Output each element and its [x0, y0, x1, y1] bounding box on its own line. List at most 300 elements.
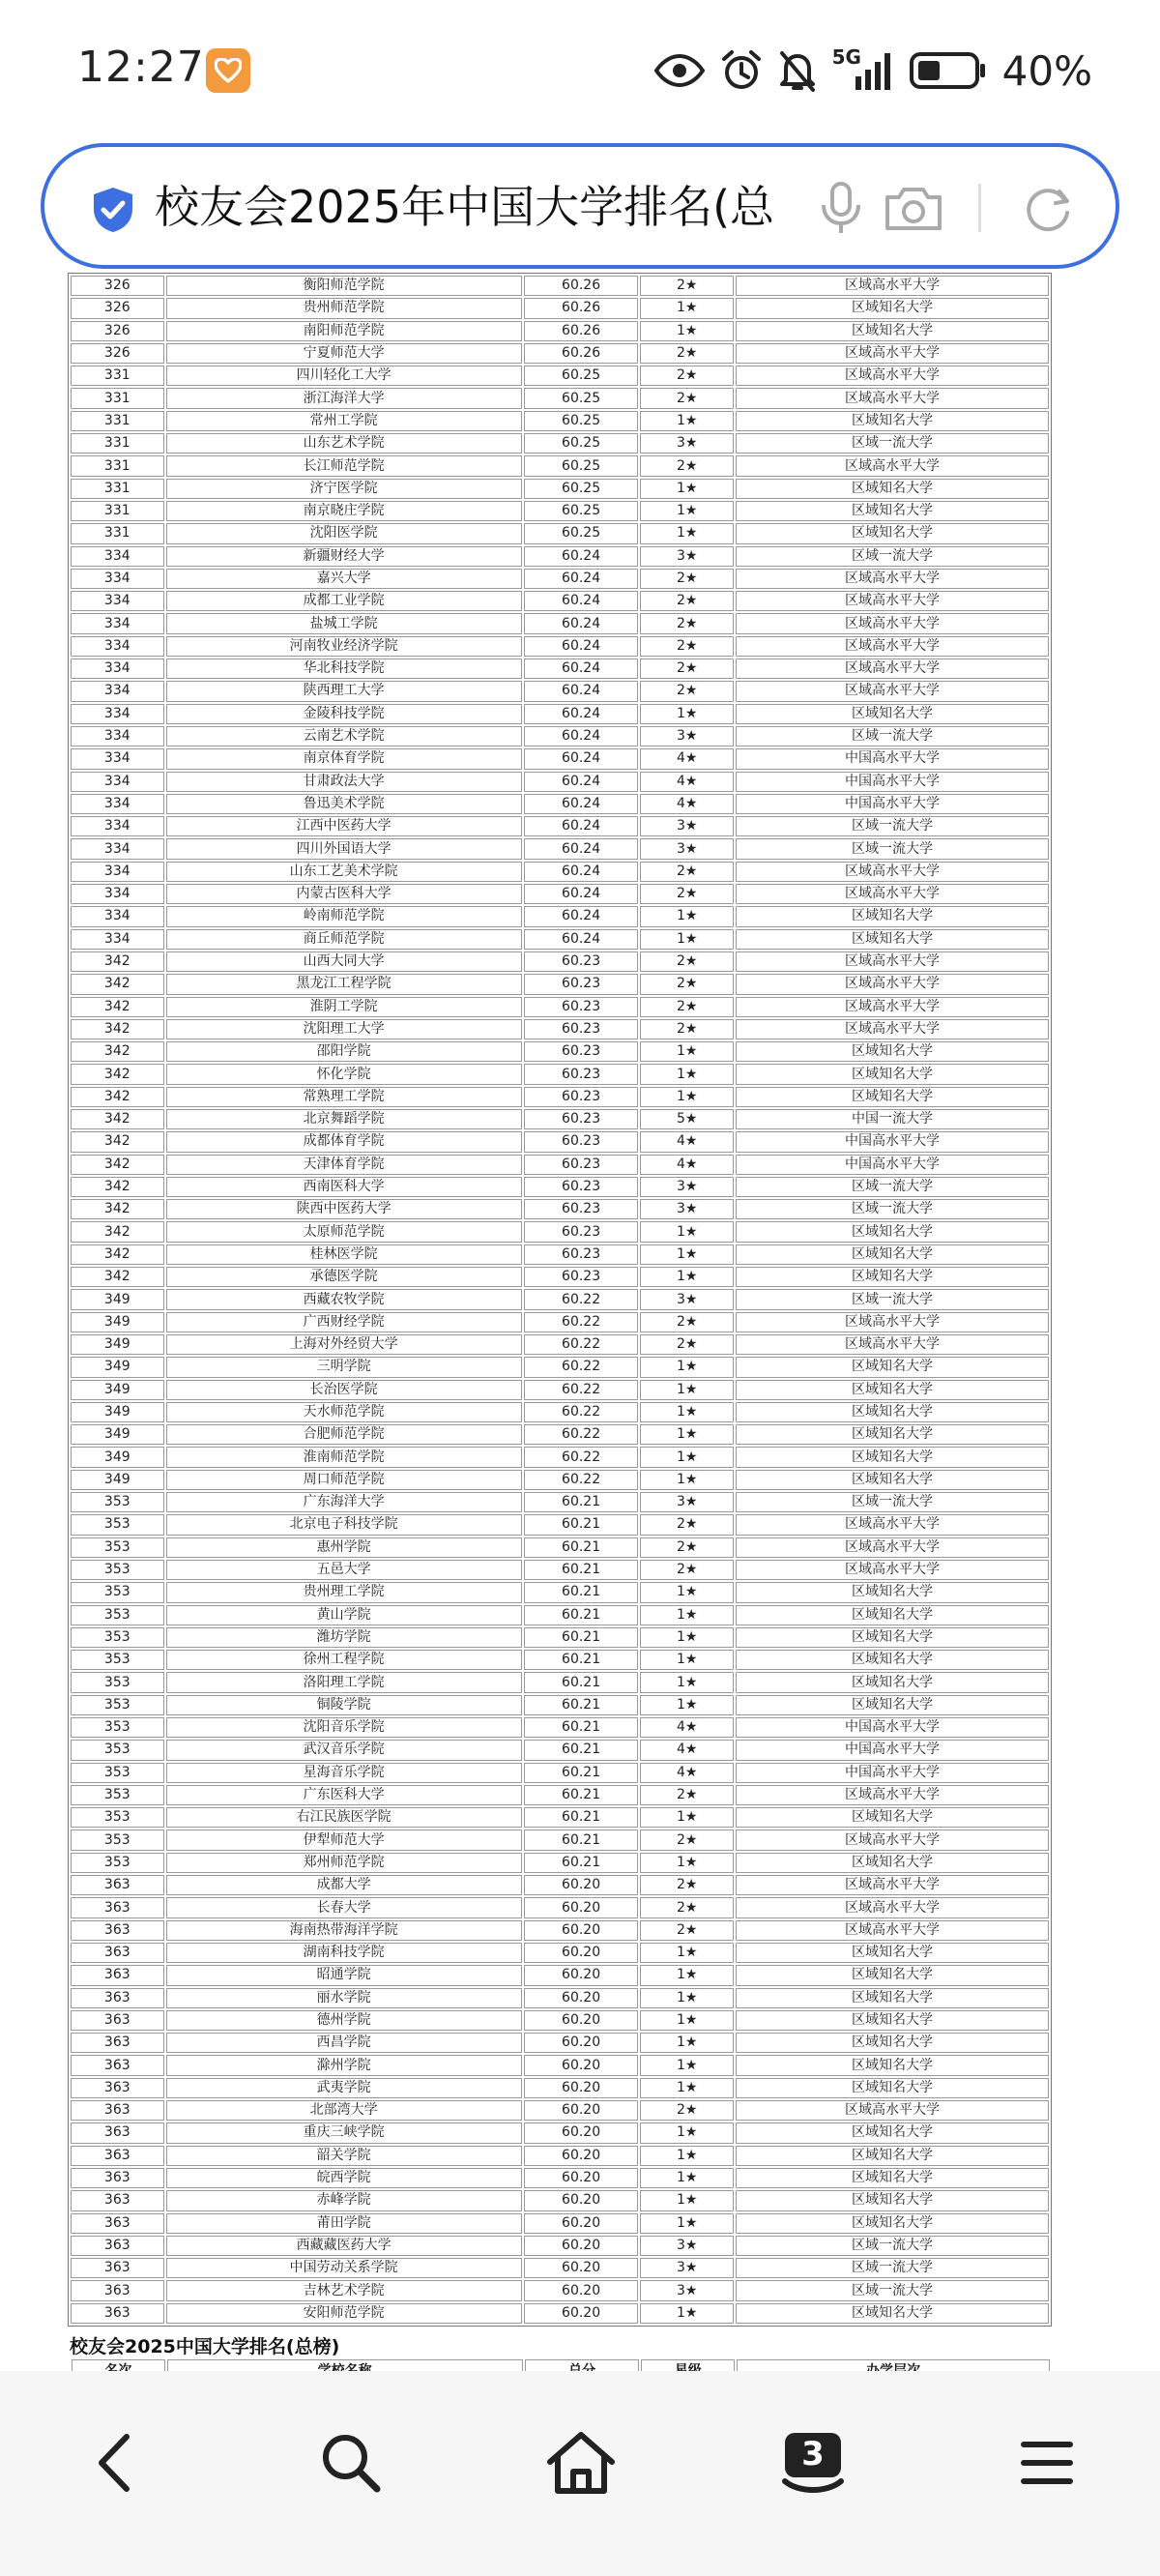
score-cell: 60.24 — [524, 884, 639, 904]
level-cell: 区域高水平大学 — [736, 276, 1049, 296]
star-cell: 1★ — [640, 1650, 734, 1670]
star-cell: 1★ — [640, 1380, 734, 1400]
score-cell: 60.21 — [524, 1650, 639, 1670]
star-cell: 1★ — [640, 1965, 734, 1985]
menu-button[interactable] — [1003, 2419, 1090, 2506]
search-button[interactable] — [307, 2419, 394, 2506]
rank-cell: 334 — [71, 681, 164, 701]
school-name-cell: 山西大同大学 — [166, 951, 522, 972]
table-row — [71, 1943, 1049, 1963]
score-cell: 60.25 — [524, 479, 639, 499]
star-cell: 2★ — [640, 1875, 734, 1895]
star-cell: 1★ — [640, 1267, 734, 1287]
tabs-button[interactable] — [769, 2419, 856, 2506]
star-cell: 2★ — [640, 884, 734, 904]
level-cell: 区域一流大学 — [736, 2258, 1049, 2278]
school-name-cell: 西南医科大学 — [166, 1177, 522, 1197]
rank-cell: 353 — [71, 1582, 164, 1602]
table-row — [71, 343, 1049, 364]
table-row — [71, 433, 1049, 454]
star-cell: 1★ — [640, 2190, 734, 2210]
school-name-cell: 南阳师范学院 — [166, 321, 522, 341]
school-name-cell: 铜陵学院 — [166, 1695, 522, 1715]
table-row — [71, 523, 1049, 543]
table-row — [71, 1155, 1049, 1175]
school-name-cell: 武汉音乐学院 — [166, 1740, 522, 1760]
search-divider — [978, 184, 981, 232]
star-cell: 2★ — [640, 997, 734, 1017]
table-row — [71, 681, 1049, 701]
star-cell: 2★ — [640, 659, 734, 679]
school-name-cell: 星海音乐学院 — [166, 1763, 522, 1783]
rank-cell: 363 — [71, 1875, 164, 1895]
level-cell: 区域高水平大学 — [736, 1897, 1049, 1917]
level-cell: 区域高水平大学 — [736, 1875, 1049, 1895]
rank-cell: 331 — [71, 455, 164, 476]
rank-cell: 342 — [71, 1131, 164, 1152]
school-name-cell: 宁夏师范大学 — [166, 343, 522, 364]
level-cell: 区域知名大学 — [736, 2168, 1049, 2188]
score-cell: 60.24 — [524, 816, 639, 836]
back-button[interactable] — [70, 2419, 157, 2506]
school-name-cell: 天津体育学院 — [166, 1155, 522, 1175]
level-cell: 区域知名大学 — [736, 1627, 1049, 1648]
school-name-cell: 桂林医学院 — [166, 1244, 522, 1265]
score-cell: 60.23 — [524, 1087, 639, 1107]
school-name-cell: 济宁医学院 — [166, 479, 522, 499]
school-name-cell: 重庆三峡学院 — [166, 2122, 522, 2143]
table-row — [71, 1763, 1049, 1783]
score-cell: 60.20 — [524, 2168, 639, 2188]
microphone-icon[interactable] — [818, 182, 864, 236]
table-row — [71, 298, 1049, 318]
table-row — [71, 704, 1049, 724]
signal-indicator — [832, 47, 894, 94]
score-cell: 60.21 — [524, 1695, 639, 1715]
level-cell: 区域一流大学 — [736, 2280, 1049, 2300]
table-row — [71, 772, 1049, 792]
table-row — [71, 748, 1049, 769]
score-cell: 60.24 — [524, 636, 639, 657]
rank-cell: 353 — [71, 1537, 164, 1558]
score-cell: 60.22 — [524, 1289, 639, 1309]
table-row — [71, 1582, 1049, 1602]
school-name-cell: 淮南师范学院 — [166, 1447, 522, 1467]
table-row — [71, 1244, 1049, 1265]
score-cell: 60.21 — [524, 1853, 639, 1873]
school-name-cell: 陕西理工大学 — [166, 681, 522, 701]
rank-cell: 363 — [71, 2190, 164, 2210]
level-cell: 区域知名大学 — [736, 2122, 1049, 2143]
table-row — [71, 2190, 1049, 2210]
table-row — [71, 659, 1049, 679]
level-cell: 区域知名大学 — [736, 1087, 1049, 1107]
school-name-cell: 内蒙古医科大学 — [166, 884, 522, 904]
star-cell: 1★ — [640, 1087, 734, 1107]
star-cell: 1★ — [640, 929, 734, 950]
rank-cell: 363 — [71, 2055, 164, 2075]
school-name-cell: 三明学院 — [166, 1357, 522, 1377]
table-row — [71, 1605, 1049, 1625]
rank-cell: 342 — [71, 1199, 164, 1219]
table-row — [71, 1334, 1049, 1355]
star-cell: 2★ — [640, 1920, 734, 1941]
score-cell: 60.25 — [524, 523, 639, 543]
school-name-cell: 昭通学院 — [166, 1965, 522, 1985]
school-name-cell: 武夷学院 — [166, 2078, 522, 2098]
score-cell: 60.21 — [524, 1537, 639, 1558]
rank-cell: 334 — [71, 748, 164, 769]
level-cell: 区域知名大学 — [736, 1965, 1049, 1985]
level-cell: 区域高水平大学 — [736, 862, 1049, 882]
table-row — [71, 1560, 1049, 1580]
search-bar[interactable] — [41, 143, 1119, 269]
school-name-cell: 鲁迅美术学院 — [166, 794, 522, 814]
school-name-cell: 德州学院 — [166, 2010, 522, 2031]
score-cell: 60.21 — [524, 1740, 639, 1760]
level-cell: 区域知名大学 — [736, 1988, 1049, 2008]
star-cell: 1★ — [640, 1695, 734, 1715]
score-cell: 60.25 — [524, 433, 639, 454]
star-cell: 2★ — [640, 1514, 734, 1535]
search-input[interactable]: 校友会2025年中国大学排名(总 — [155, 181, 775, 233]
level-cell: 区域知名大学 — [736, 1244, 1049, 1265]
school-name-cell: 嘉兴大学 — [166, 569, 522, 589]
level-cell: 区域知名大学 — [736, 2033, 1049, 2053]
ranking-table — [68, 273, 1052, 2327]
school-name-cell: 湖南科技学院 — [166, 1943, 522, 1963]
score-cell: 60.22 — [524, 1424, 639, 1445]
table-row — [71, 838, 1049, 859]
level-cell: 区域知名大学 — [736, 1221, 1049, 1242]
score-cell: 60.20 — [524, 2122, 639, 2143]
score-cell: 60.21 — [524, 1807, 639, 1828]
school-name-cell: 甘肃政法大学 — [166, 772, 522, 792]
school-name-cell: 岭南师范学院 — [166, 906, 522, 926]
score-cell: 60.20 — [524, 1965, 639, 1985]
star-cell: 1★ — [640, 1605, 734, 1625]
level-cell: 区域一流大学 — [736, 1177, 1049, 1197]
score-cell: 60.25 — [524, 388, 639, 408]
school-name-cell: 承德医学院 — [166, 1267, 522, 1287]
score-cell: 60.24 — [524, 726, 639, 746]
level-cell: 区域高水平大学 — [736, 1920, 1049, 1941]
table-row — [71, 1988, 1049, 2008]
star-cell: 1★ — [640, 1943, 734, 1963]
table-row — [71, 2078, 1049, 2098]
bottom-navigation — [0, 2371, 1160, 2576]
star-cell: 1★ — [640, 2078, 734, 2098]
level-cell: 区域知名大学 — [736, 298, 1049, 318]
rank-cell: 363 — [71, 2258, 164, 2278]
level-cell: 区域知名大学 — [736, 2190, 1049, 2210]
table-row — [71, 951, 1049, 972]
level-cell: 区域高水平大学 — [736, 366, 1049, 386]
level-cell: 区域知名大学 — [736, 411, 1049, 431]
table-row — [71, 1402, 1049, 1422]
score-cell: 60.23 — [524, 1155, 639, 1175]
battery-percent: 40% — [1001, 46, 1092, 95]
rank-cell: 334 — [71, 659, 164, 679]
back-arrow-icon — [94, 2433, 132, 2493]
rank-cell: 349 — [71, 1470, 164, 1490]
rank-cell: 353 — [71, 1785, 164, 1805]
level-cell: 区域知名大学 — [736, 1650, 1049, 1670]
rank-cell: 342 — [71, 1244, 164, 1265]
score-cell: 60.21 — [524, 1672, 639, 1692]
level-cell: 区域高水平大学 — [736, 1560, 1049, 1580]
score-cell: 60.24 — [524, 681, 639, 701]
star-cell: 2★ — [640, 1312, 734, 1332]
rank-cell: 349 — [71, 1380, 164, 1400]
level-cell: 区域知名大学 — [736, 1424, 1049, 1445]
school-name-cell: 北京电子科技学院 — [166, 1514, 522, 1535]
rank-cell: 363 — [71, 1897, 164, 1917]
score-cell: 60.24 — [524, 838, 639, 859]
tab-count: 3 — [801, 2435, 825, 2474]
signal-icon — [854, 51, 894, 92]
level-cell: 区域知名大学 — [736, 1267, 1049, 1287]
school-name-cell: 丽水学院 — [166, 1988, 522, 2008]
table-row — [71, 1267, 1049, 1287]
school-name-cell: 潍坊学院 — [166, 1627, 522, 1648]
tabs-icon — [779, 2429, 847, 2497]
star-cell: 2★ — [640, 951, 734, 972]
score-cell: 60.21 — [524, 1627, 639, 1648]
school-name-cell: 洛阳理工学院 — [166, 1672, 522, 1692]
camera-icon[interactable] — [884, 182, 943, 236]
home-icon — [544, 2429, 618, 2497]
level-cell: 区域高水平大学 — [736, 1334, 1049, 1355]
table-row — [71, 2033, 1049, 2053]
rank-cell: 334 — [71, 816, 164, 836]
score-cell: 60.21 — [524, 1582, 639, 1602]
table-row — [71, 1221, 1049, 1242]
shield-check-icon — [89, 186, 137, 234]
star-cell: 1★ — [640, 2010, 734, 2031]
table-row — [71, 1650, 1049, 1670]
rank-cell: 334 — [71, 794, 164, 814]
school-name-cell: 周口师范学院 — [166, 1470, 522, 1490]
level-cell: 区域知名大学 — [736, 2055, 1049, 2075]
rank-cell: 363 — [71, 2078, 164, 2098]
level-cell: 区域知名大学 — [736, 1582, 1049, 1602]
score-cell: 60.20 — [524, 1875, 639, 1895]
star-cell: 4★ — [640, 772, 734, 792]
rank-cell: 342 — [71, 1155, 164, 1175]
table-row — [71, 546, 1049, 567]
table-row — [71, 1199, 1049, 1219]
level-cell: 区域一流大学 — [736, 1289, 1049, 1309]
score-cell: 60.20 — [524, 2146, 639, 2166]
rank-cell: 353 — [71, 1605, 164, 1625]
school-name-cell: 浙江海洋大学 — [166, 388, 522, 408]
level-cell: 区域高水平大学 — [736, 659, 1049, 679]
score-cell: 60.21 — [524, 1514, 639, 1535]
star-cell: 1★ — [640, 1424, 734, 1445]
school-name-cell: 海南热带海洋学院 — [166, 1920, 522, 1941]
alarm-icon — [720, 49, 763, 92]
school-name-cell: 安阳师范学院 — [166, 2303, 522, 2324]
school-name-cell: 常州工学院 — [166, 411, 522, 431]
star-cell: 2★ — [640, 591, 734, 611]
score-cell: 60.23 — [524, 974, 639, 994]
level-cell: 区域知名大学 — [736, 1380, 1049, 1400]
score-cell: 60.21 — [524, 1785, 639, 1805]
level-cell: 区域知名大学 — [736, 2303, 1049, 2324]
rank-cell: 331 — [71, 501, 164, 521]
table-row — [71, 2236, 1049, 2256]
table-row — [71, 2258, 1049, 2278]
rank-cell: 349 — [71, 1402, 164, 1422]
score-cell: 60.20 — [524, 1988, 639, 2008]
table-row — [71, 2146, 1049, 2166]
school-name-cell: 滁州学院 — [166, 2055, 522, 2075]
level-cell: 区域知名大学 — [736, 479, 1049, 499]
score-cell: 60.25 — [524, 501, 639, 521]
level-cell: 区域高水平大学 — [736, 1019, 1049, 1039]
star-cell: 1★ — [640, 1672, 734, 1692]
level-cell: 区域高水平大学 — [736, 569, 1049, 589]
school-name-cell: 广东海洋大学 — [166, 1492, 522, 1512]
school-name-cell: 陕西中医药大学 — [166, 1199, 522, 1219]
star-cell: 2★ — [640, 862, 734, 882]
level-cell: 中国高水平大学 — [736, 1131, 1049, 1152]
star-cell: 2★ — [640, 1830, 734, 1850]
school-name-cell: 四川轻化工大学 — [166, 366, 522, 386]
rank-cell: 349 — [71, 1334, 164, 1355]
level-cell: 区域高水平大学 — [736, 681, 1049, 701]
rank-cell: 331 — [71, 388, 164, 408]
score-cell: 60.23 — [524, 997, 639, 1017]
score-cell: 60.23 — [524, 1244, 639, 1265]
score-cell: 60.21 — [524, 1492, 639, 1512]
star-cell: 2★ — [640, 455, 734, 476]
rank-cell: 363 — [71, 2146, 164, 2166]
level-cell: 区域高水平大学 — [736, 455, 1049, 476]
score-cell: 60.22 — [524, 1380, 639, 1400]
rank-cell: 353 — [71, 1560, 164, 1580]
table-row — [71, 1807, 1049, 1828]
school-name-cell: 云南艺术学院 — [166, 726, 522, 746]
score-cell: 60.23 — [524, 1199, 639, 1219]
home-button[interactable] — [537, 2419, 624, 2506]
school-name-cell: 北部湾大学 — [166, 2100, 522, 2121]
star-cell: 1★ — [640, 321, 734, 341]
table-row — [71, 1672, 1049, 1692]
level-cell: 区域知名大学 — [736, 1853, 1049, 1873]
star-cell: 3★ — [640, 1289, 734, 1309]
level-cell: 区域知名大学 — [736, 1447, 1049, 1467]
school-name-cell: 长江师范学院 — [166, 455, 522, 476]
school-name-cell: 商丘师范学院 — [166, 929, 522, 950]
table-row — [71, 1177, 1049, 1197]
level-cell: 区域高水平大学 — [736, 636, 1049, 657]
score-cell: 60.24 — [524, 772, 639, 792]
table-row — [71, 388, 1049, 408]
score-cell: 60.21 — [524, 1560, 639, 1580]
star-cell: 1★ — [640, 906, 734, 926]
score-cell: 60.26 — [524, 276, 639, 296]
table-row — [71, 1785, 1049, 1805]
rank-cell: 363 — [71, 2100, 164, 2121]
school-name-cell: 衡阳师范学院 — [166, 276, 522, 296]
school-name-cell: 郑州师范学院 — [166, 1853, 522, 1873]
refresh-icon[interactable] — [1021, 182, 1075, 236]
level-cell: 区域知名大学 — [736, 1064, 1049, 1084]
school-name-cell: 五邑大学 — [166, 1560, 522, 1580]
level-cell: 区域知名大学 — [736, 1605, 1049, 1625]
school-name-cell: 常熟理工学院 — [166, 1087, 522, 1107]
mute-icon — [778, 49, 817, 92]
table-row — [71, 2303, 1049, 2324]
score-cell: 60.23 — [524, 1041, 639, 1062]
star-cell: 1★ — [640, 2055, 734, 2075]
table-row — [71, 569, 1049, 589]
level-cell: 区域一流大学 — [736, 1492, 1049, 1512]
table-row — [71, 1853, 1049, 1873]
score-cell: 60.25 — [524, 455, 639, 476]
status-icons — [654, 46, 1092, 95]
star-cell: 2★ — [640, 1897, 734, 1917]
level-cell: 中国高水平大学 — [736, 748, 1049, 769]
table-row — [71, 884, 1049, 904]
table-row — [71, 455, 1049, 476]
table-row — [71, 726, 1049, 746]
table-row — [71, 1064, 1049, 1084]
table-row — [71, 1109, 1049, 1129]
table-row — [71, 1041, 1049, 1062]
star-cell: 1★ — [640, 1447, 734, 1467]
score-cell: 60.24 — [524, 613, 639, 633]
rank-cell: 349 — [71, 1289, 164, 1309]
rank-cell: 363 — [71, 2236, 164, 2256]
score-cell: 60.20 — [524, 2213, 639, 2234]
rank-cell: 334 — [71, 772, 164, 792]
table-row — [71, 1312, 1049, 1332]
table-row — [71, 2055, 1049, 2075]
school-name-cell: 怀化学院 — [166, 1064, 522, 1084]
level-cell: 区域高水平大学 — [736, 1830, 1049, 1850]
star-cell: 1★ — [640, 1041, 734, 1062]
star-cell: 1★ — [640, 1627, 734, 1648]
table-row — [71, 1695, 1049, 1715]
level-cell: 区域知名大学 — [736, 1402, 1049, 1422]
score-cell: 60.21 — [524, 1605, 639, 1625]
table-row — [71, 2100, 1049, 2121]
school-name-cell: 广西财经学院 — [166, 1312, 522, 1332]
rank-cell: 363 — [71, 1943, 164, 1963]
table-row — [71, 479, 1049, 499]
table-row — [71, 929, 1049, 950]
level-cell: 区域高水平大学 — [736, 591, 1049, 611]
score-cell: 60.25 — [524, 411, 639, 431]
rank-cell: 342 — [71, 1087, 164, 1107]
star-cell: 2★ — [640, 636, 734, 657]
score-cell: 60.25 — [524, 366, 639, 386]
rank-cell: 353 — [71, 1830, 164, 1850]
rank-cell: 363 — [71, 2213, 164, 2234]
school-name-cell: 伊犁师范大学 — [166, 1830, 522, 1850]
star-cell: 2★ — [640, 366, 734, 386]
table-row — [71, 613, 1049, 633]
level-cell: 中国高水平大学 — [736, 1740, 1049, 1760]
star-cell: 3★ — [640, 1492, 734, 1512]
star-cell: 4★ — [640, 748, 734, 769]
table-row — [71, 2213, 1049, 2234]
level-cell: 区域知名大学 — [736, 704, 1049, 724]
star-cell: 4★ — [640, 1740, 734, 1760]
